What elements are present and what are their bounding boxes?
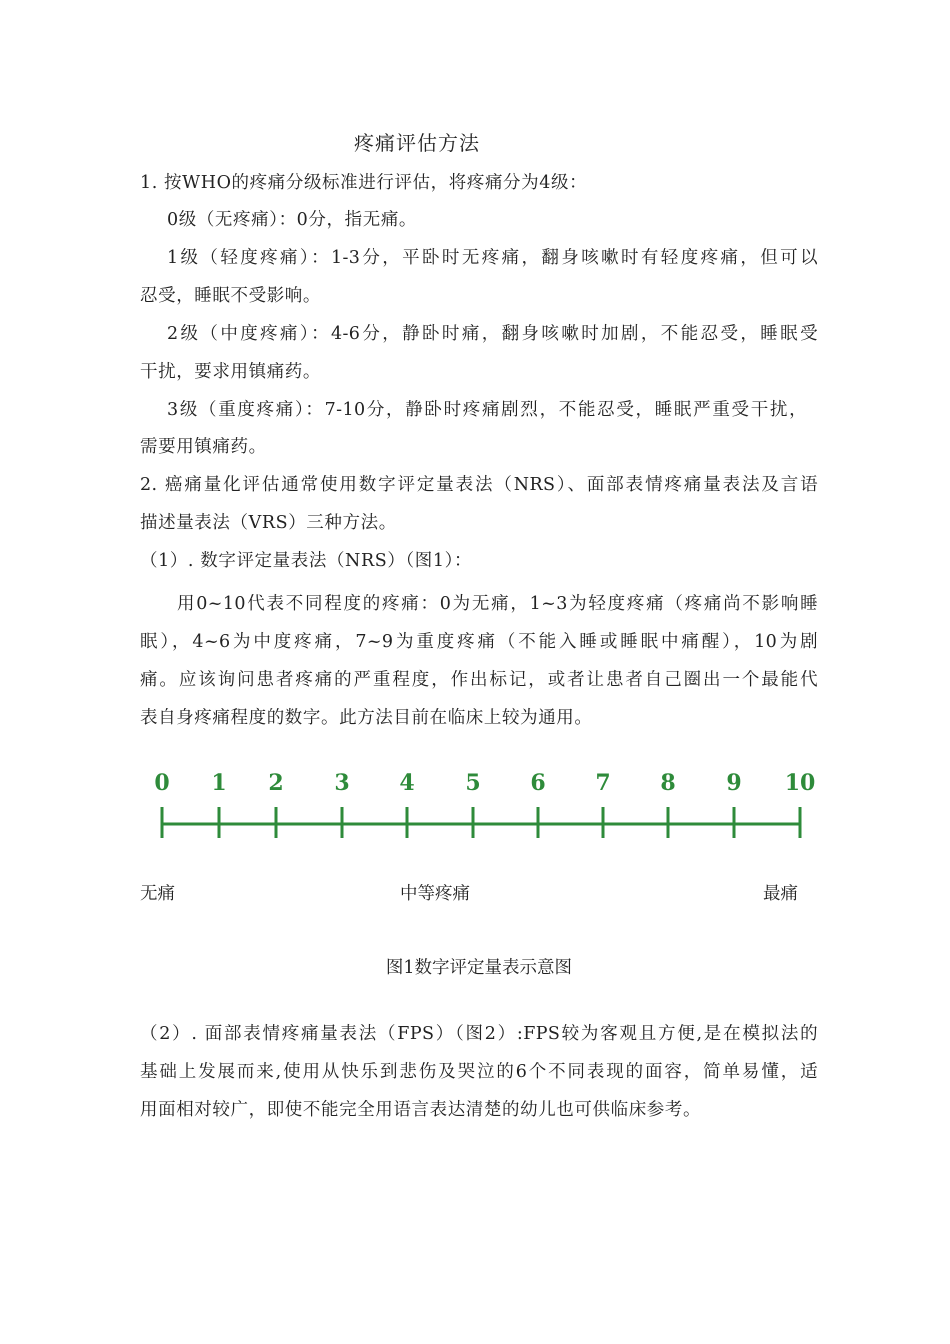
scale-label-moderate: 中等疼痛	[400, 884, 470, 904]
grade1-line2: 忍受，睡眠不受影响。	[140, 286, 321, 306]
scale-tick-label-3: 3	[334, 770, 350, 796]
fps-line2: 基础上发展而来,使用从快乐到悲伤及哭泣的6个不同表现的面容，简单易懂，适	[140, 1062, 818, 1082]
scale-tick-label-6: 6	[530, 770, 546, 796]
grade0-text: 0级（无疼痛）：0分，指无痛。	[167, 210, 418, 230]
fps-line3: 用面相对较广，即使不能完全用语言表达清楚的幼儿也可供临床参考。	[140, 1100, 702, 1120]
nrs-paragraph-line2: 眠），4~6为中度疼痛，7~9为重度疼痛（不能入睡或睡眠中痛醒），10为剧	[140, 632, 818, 652]
page-title: 疼痛评估方法	[354, 131, 480, 155]
scale-tick-label-9: 9	[726, 770, 742, 796]
nrs-paragraph-line1: 用0~10代表不同程度的疼痛：0为无痛，1~3为轻度疼痛（疼痛尚不影响睡	[177, 594, 818, 614]
section2-line2: 描述量表法（VRS）三种方法。	[140, 513, 397, 533]
scale-tick-label-10: 10	[784, 770, 816, 796]
scale-tick-label-2: 2	[268, 770, 284, 796]
scale-tick-label-4: 4	[399, 770, 415, 796]
scale-tick-label-5: 5	[465, 770, 481, 796]
fps-line1: （2）. 面部表情疼痛量表法（FPS）（图2）:FPS较为客观且方便,是在模拟法的	[140, 1024, 818, 1044]
scale-label-no-pain: 无痛	[140, 884, 175, 904]
section1-heading: 1. 按WHO的疼痛分级标准进行评估，将疼痛分为4级：	[140, 173, 588, 193]
grade3-line1: 3级（重度疼痛）：7-10分，静卧时疼痛剧烈，不能忍受，睡眠严重受干扰，	[167, 400, 807, 420]
figure1-caption: 图1数字评定量表示意图	[385, 958, 573, 978]
grade1-line1: 1级（轻度疼痛）：1-3分，平卧时无疼痛，翻身咳嗽时有轻度疼痛，但可以	[167, 248, 818, 268]
nrs-scale-figure	[130, 760, 820, 850]
nrs-heading: （1）. 数字评定量表法（NRS）（图1）：	[140, 551, 473, 571]
scale-label-worst: 最痛	[763, 884, 798, 904]
scale-tick-label-8: 8	[660, 770, 676, 796]
grade2-line2: 干扰，要求用镇痛药。	[140, 362, 321, 382]
nrs-paragraph-line4: 表自身疼痛程度的数字。此方法目前在临床上较为通用。	[140, 708, 593, 728]
grade3-line2: 需要用镇痛药。	[140, 437, 267, 457]
section2-line1: 2. 癌痛量化评估通常使用数字评定量表法（NRS）、面部表情疼痛量表法及言语	[140, 475, 818, 495]
scale-tick-label-7: 7	[595, 770, 611, 796]
grade2-line1: 2级（中度疼痛）：4-6分，静卧时痛，翻身咳嗽时加剧，不能忍受，睡眠受	[167, 324, 818, 344]
scale-tick-label-0: 0	[154, 770, 170, 796]
nrs-paragraph-line3: 痛。应该询问患者疼痛的严重程度，作出标记，或者让患者自己圈出一个最能代	[140, 670, 818, 690]
scale-tick-label-1: 1	[211, 770, 227, 796]
